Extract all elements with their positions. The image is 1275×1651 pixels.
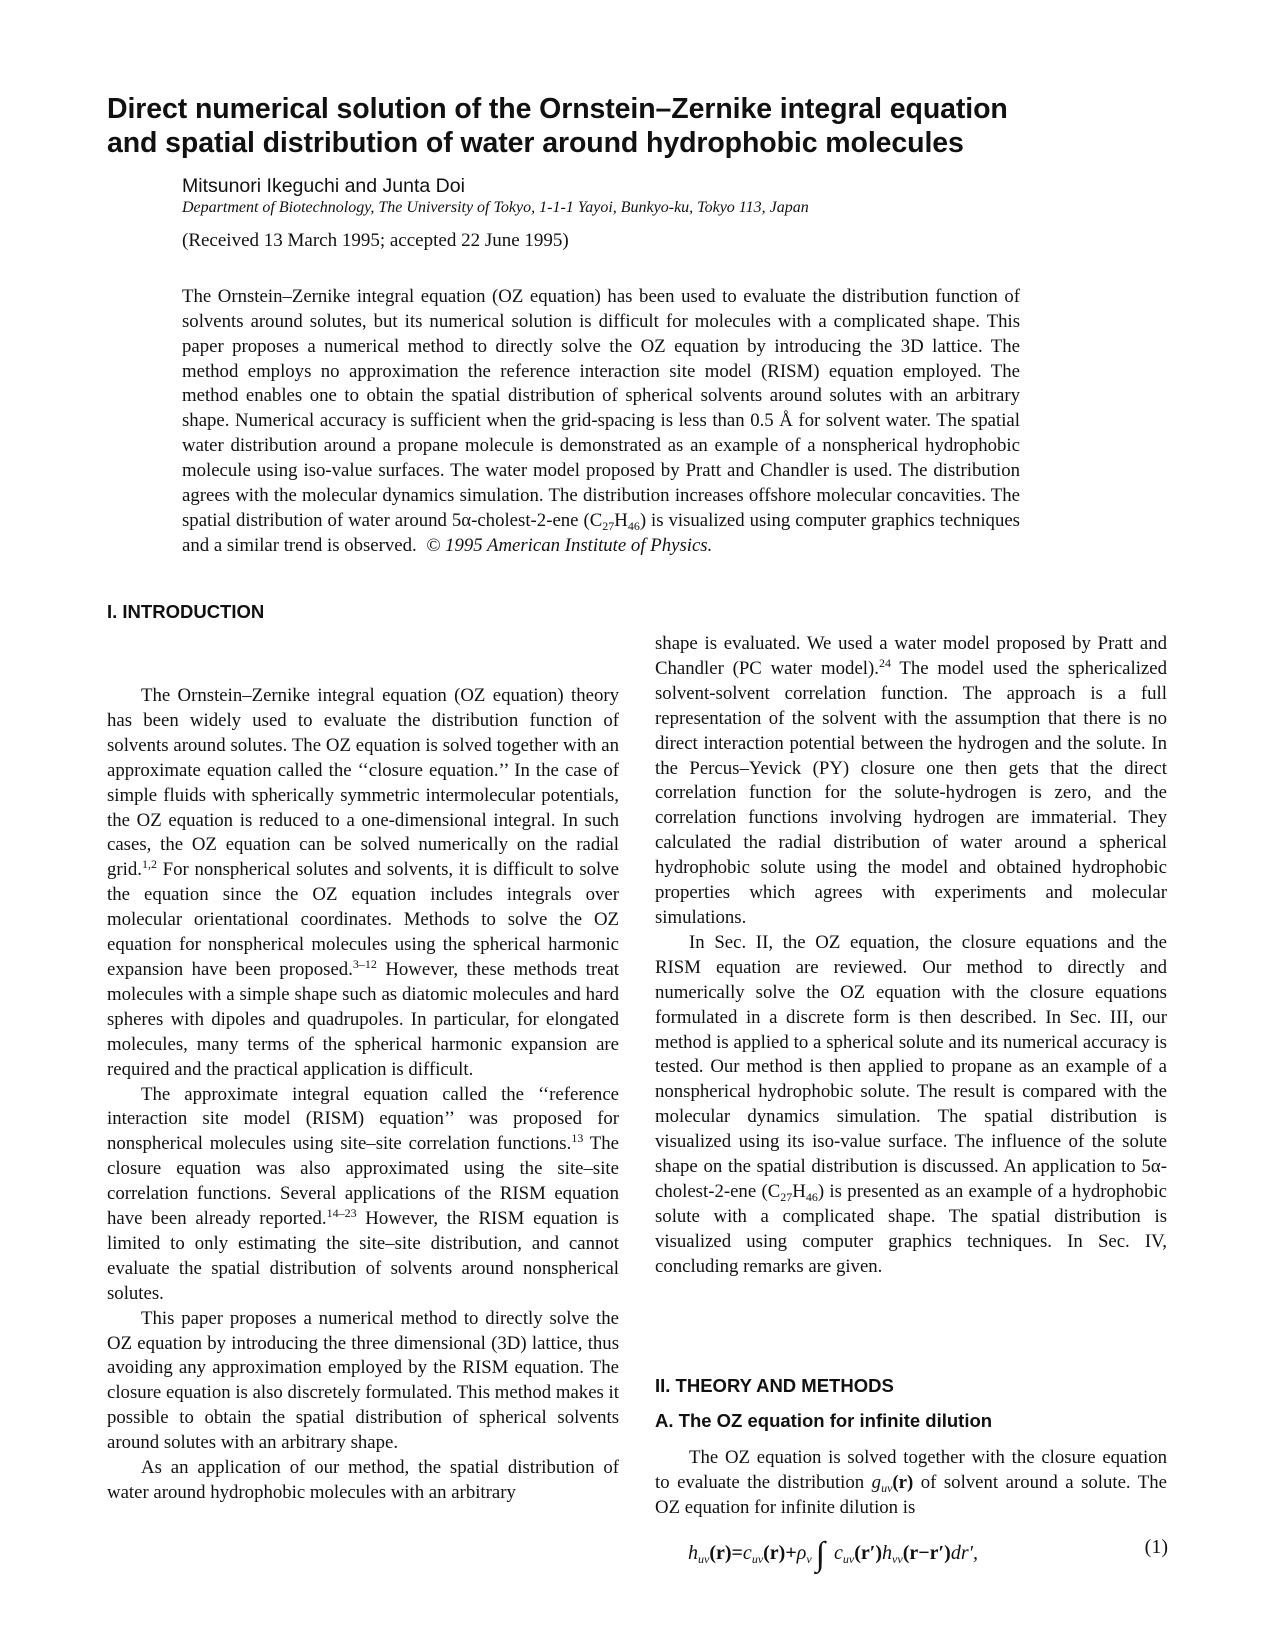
intro-paragraph-4-continued: shape is evaluated. We used a water model proposed by Pratt and Chandler (PC water model).$^{24}$ The model used the sphericalized solvent-solvent correlation function. The approach is a full representation of the solvent with the assumption that there is no direct interaction potential between the hydrogen and the solute. In the Percus–Yevick (PY) closure one then gets that the direct correlation function for the solute-hydrogen is zero, and the correlation functions involving hydrogen are immaterial. They calculated the radial distribution of water around a spherical hydrophobic solute using the model and obtained hydrophobic properties which agrees with experiments and molecular simulations. xyxy=(655,633,1167,928)
section-heading-theory: II. THEORY AND METHODS xyxy=(655,1375,894,1396)
theory-paragraph-1: The OZ equation is solved together with the closure equation to evaluate the distribution $g_{uv}(r)$ of solvent around a solute. The OZ equation for infinite dilution is xyxy=(655,1447,1167,1518)
intro-paragraph-4: As an application of our method, the spatial distribution of water around hydrophobic molecules with an arbitrary xyxy=(107,1457,619,1503)
intro-paragraph-5: In Sec. II, the OZ equation, the closure equations and the RISM equation are reviewed. Our method to directly and numerically solve the OZ equation with the closure equations formulated in a discrete form is then described. In Sec. III, our method is applied to a spherical solute and its numerical accuracy is tested. Our method is then applied to propane as an example of a nonspherical hydrophobic solute. The result is compared with the molecular dynamics simulation. The spatial distribution is visualized using its iso-value surface. The influence of the solute shape on the spatial distribution is discussed. An application to 5α-cholest-2-ene $(C_{27}H_{46})$ is presented as an example of a hydrophobic solute with a complicated shape. The spatial distribution is visualized using computer graphics techniques. In Sec. IV, concluding remarks are given. xyxy=(655,931,1167,1277)
intro-paragraph-2: The approximate integral equation called the ‘‘reference interaction site model (RISM) equation’’ was proposed for nonspherical molecules using site–site correlation functions.$^{13}$ The closure equation was also approximated using the site–site correlation functions. Several applications of the RISM equation have been already reported.$^{14-23}$ However, the RISM equation is limited to only estimating the site–site distribution, and cannot evaluate the spatial distribution of solvents around nonspherical solutes. xyxy=(107,1083,619,1304)
received-dates: (Received 13 March 1995; accepted 22 June 1995) xyxy=(182,230,569,251)
equation-1 xyxy=(688,1536,1168,1574)
authors: Mitsunori Ikeguchi and Junta Doi xyxy=(182,175,465,197)
title-line-1: Direct numerical solution of the Ornstein–Zernike integral equation xyxy=(107,93,1008,125)
affiliation: Department of Biotechnology, The University of Tokyo, 1-1-1 Yayoi, Bunkyo-ku, Tokyo 113, Japan xyxy=(182,199,809,216)
right-column xyxy=(655,632,1167,1280)
paper-title xyxy=(107,92,1107,160)
abstract: The Ornstein–Zernike integral equation (OZ equation) has been used to evaluate the distribution function of solvents around solutes, but its numerical solution is difficult for molecules with a complicated shape. This paper proposes a numerical method to directly solve the OZ equation by introducing the 3D lattice. The method employs no approximation the reference interaction site model (RISM) equation employed. The method enables one to obtain the spatial distribution of spherical solvents around solutes with an arbitrary shape. Numerical accuracy is sufficient when the grid-spacing is less than 0.5 Å for solvent water. The spatial water distribution around a propane molecule is demonstrated as an example of a nonspherical hydrophobic molecule using iso-value surfaces. The water model proposed by Pratt and Chandler is used. The distribution agrees with the molecular dynamics simulation. The distribution increases offshore molecular concavities. The spatial distribution of water around 5α-cholest-2-ene $(C_{27}H_{46})$ is visualized using computer graphics techniques and a similar trend is observed. © 1995 American Institute of Physics. xyxy=(182,285,1020,556)
left-column xyxy=(107,684,619,1506)
title-line-2: and spatial distribution of water around hydrophobic molecules xyxy=(107,127,964,159)
intro-paragraph-3: This paper proposes a numerical method to directly solve the OZ equation by introducing the three dimensional (3D) lattice, thus avoiding any approximation employed by the RISM equation. The closure equation is also discretely formulated. This method makes it possible to obtain the spatial distribution of spherical solvents around solutes with an arbitrary shape. xyxy=(107,1307,619,1454)
equation-number: (1) xyxy=(1144,1536,1168,1558)
equation-body: $h_{uv}(r)=c_{uv}(r)+\rho_v$ ∫ $c_{uv}(r')h_{vv}(r-r')dr'$, xyxy=(688,1536,978,1573)
intro-paragraph-1: The Ornstein–Zernike integral equation (OZ equation) theory has been widely used to evaluate the distribution function of solvents around solutes. The OZ equation is solved together with an approximate equation called the ‘‘closure equation.’’ In the case of simple fluids with spherically symmetric intermolecular potentials, the OZ equation is reduced to a one-dimensional integral. In such cases, the OZ equation can be solved numerically on the radial grid.$^{1,2}$ For nonspherical solutes and solvents, it is difficult to solve the equation since the OZ equation includes integrals over molecular orientational coordinates. Methods to solve the OZ equation for nonspherical molecules using the spherical harmonic expansion have been proposed.$^{3-12}$ However, these methods treat molecules with a simple shape such as diatomic molecules and hard spheres with dipoles and quadrupoles. In particular, for elongated molecules, many terms of the spherical harmonic expansion are required and the practical application is difficult. xyxy=(107,685,619,1080)
subsection-heading-oz: A. The OZ equation for infinite dilution xyxy=(655,1410,993,1431)
copyright-notice: © 1995 American Institute of Physics. xyxy=(426,534,713,556)
integral-sign: ∫ xyxy=(815,1536,825,1573)
section-heading-introduction: I. INTRODUCTION xyxy=(107,601,265,622)
